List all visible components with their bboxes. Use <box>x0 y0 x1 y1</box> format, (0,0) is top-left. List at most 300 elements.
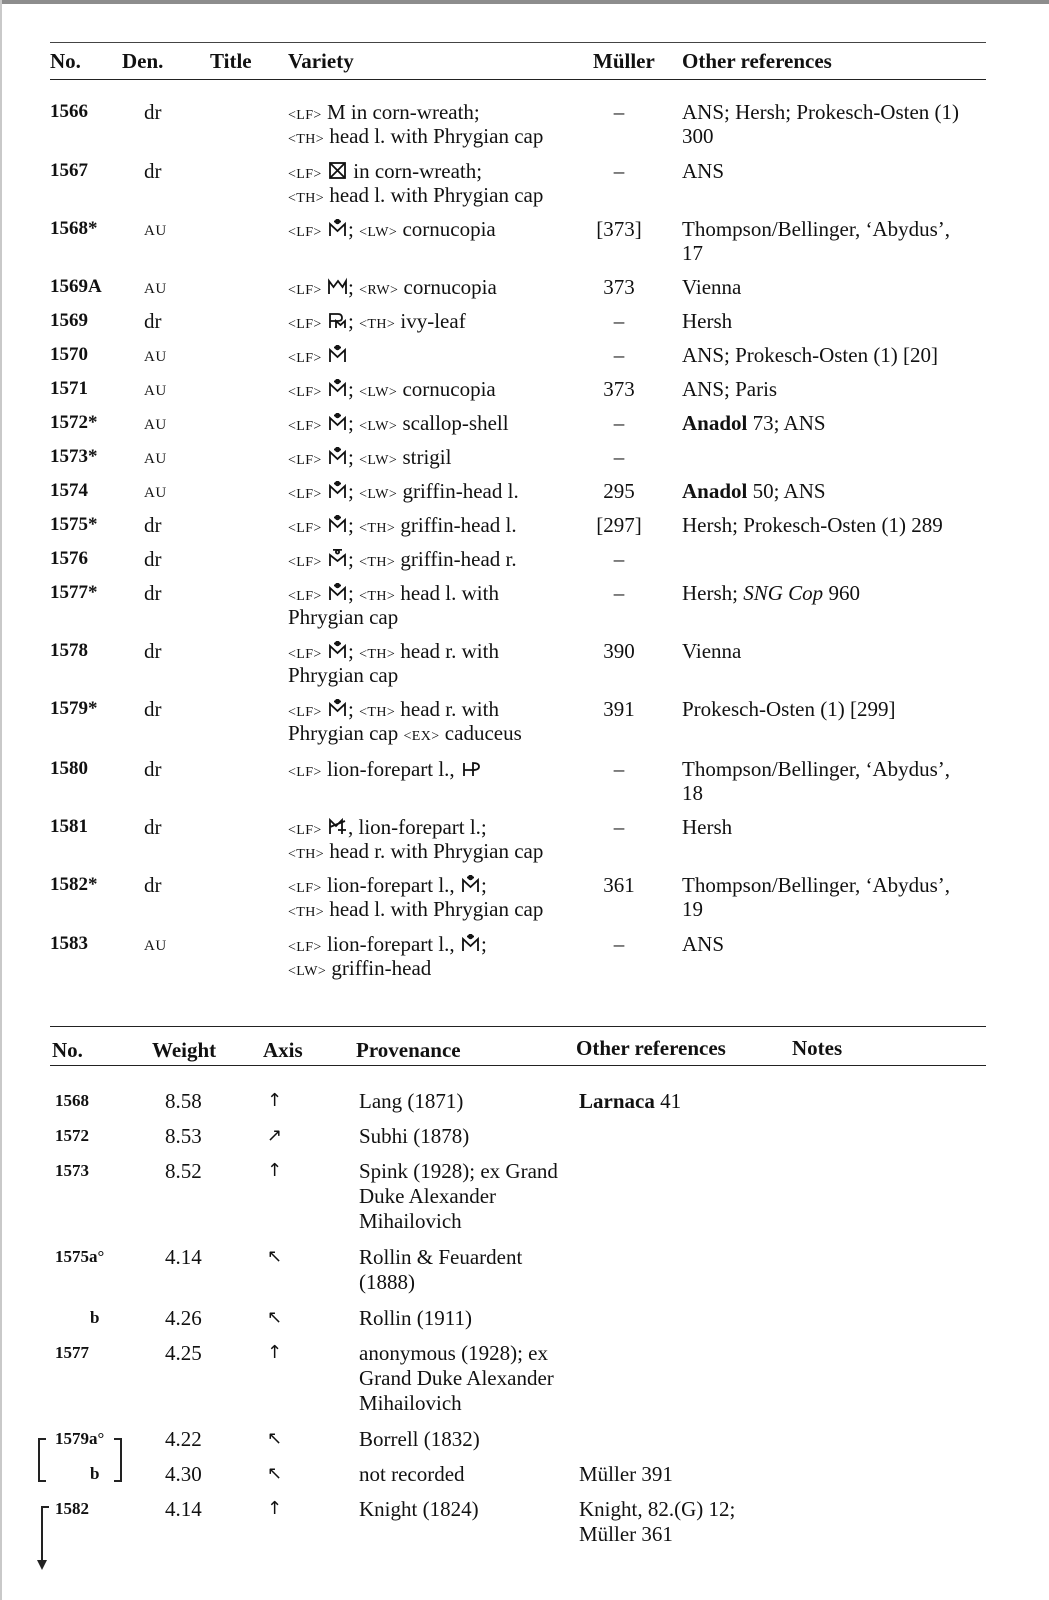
position-code: <LF> <box>288 647 322 662</box>
text-segment: ; <box>347 639 360 663</box>
group-bracket-left <box>38 1438 46 1482</box>
text-segment: lion-forepart l., <box>321 932 460 956</box>
text-segment: , lion-forepart l.; <box>347 815 487 839</box>
t1-row-variety <box>288 546 517 576</box>
text-segment: head l. with Phrygian cap <box>324 124 544 148</box>
text-segment: Thompson/Bellinger, ‘Abydus’, <box>682 757 951 781</box>
t1-row-variety-cont <box>288 662 398 688</box>
text-segment: ANS; Prokesch-Osten (1) [20] <box>682 343 939 367</box>
t2-row-axis: ↖ <box>267 1428 283 1449</box>
t2-row-weight: 4.14 <box>165 1497 202 1521</box>
text-segment: 50; ANS <box>747 479 826 503</box>
scan-left-edge <box>0 0 2 1600</box>
t1-header-title: Title <box>210 49 252 73</box>
t1-row-no: 1569 <box>50 310 88 331</box>
t1-row-muller: – <box>613 159 625 183</box>
t1-row-variety <box>288 410 509 440</box>
t1-row-den: dr <box>144 873 162 897</box>
t1-row-muller: 361 <box>603 873 635 897</box>
t1-top-rule <box>50 42 986 43</box>
t1-row-den: dr <box>144 100 162 124</box>
text-segment: Hersh; Prokesch-Osten (1) 289 <box>682 513 943 537</box>
t1-row-no: 1582* <box>50 874 98 895</box>
position-code: <LF> <box>288 351 322 366</box>
t1-row-den: dr <box>144 309 162 333</box>
m-monogram-icon <box>461 875 480 894</box>
t1-header-variety: Variety <box>288 49 354 73</box>
text-segment <box>322 513 327 537</box>
t2-row-axis: ↑ <box>267 1342 283 1363</box>
t2-row-provenance: Spink (1928); ex Grand <box>359 1159 558 1183</box>
t1-row-no: 1583 <box>50 933 88 954</box>
text-segment: Larnaca <box>579 1089 655 1113</box>
t1-row-other <box>682 638 741 664</box>
t1-row-den: dr <box>144 547 162 571</box>
text-segment <box>322 815 327 839</box>
text-segment: ; <box>347 513 360 537</box>
t1-row-den: dr <box>144 159 162 183</box>
text-segment: lion-forepart l., <box>321 757 460 781</box>
text-segment <box>322 639 327 663</box>
t2-row-weight: 8.58 <box>165 1089 202 1113</box>
t1-row-muller: – <box>613 411 625 435</box>
t1-row-other <box>682 696 895 722</box>
hp-monogram-icon <box>461 759 480 778</box>
t2-row-provenance: Rollin & Feuardent <box>359 1245 523 1269</box>
t1-row-other <box>682 158 724 184</box>
position-code: <LF> <box>288 283 322 298</box>
text-segment: Vienna <box>682 275 742 299</box>
t1-row-other <box>682 216 950 242</box>
text-segment: Phrygian cap <box>288 721 404 745</box>
t1-row-other <box>682 99 959 125</box>
t2-row-no: 1575a° <box>55 1247 105 1266</box>
t1-row-other <box>682 931 724 957</box>
text-segment: Müller 391 <box>579 1462 673 1486</box>
position-code: <TH> <box>288 132 325 147</box>
position-code: <LF> <box>288 589 322 604</box>
position-code: <LW> <box>359 385 398 400</box>
text-segment: ivy-leaf <box>395 309 466 333</box>
t1-row-variety <box>288 444 451 474</box>
position-code: <TH> <box>359 705 396 720</box>
m-monogram-icon <box>328 481 347 500</box>
position-code: <LF> <box>288 881 322 896</box>
t1-row-other <box>682 512 943 538</box>
text-segment <box>322 445 327 469</box>
text-segment: ; <box>347 309 360 333</box>
t1-row-muller: 391 <box>603 697 635 721</box>
m-monogram-icon <box>461 934 480 953</box>
t2-row-provenance-cont: Mihailovich <box>359 1209 462 1233</box>
text-segment <box>322 159 327 183</box>
m-monogram-icon <box>328 515 347 534</box>
m-monogram-icon <box>328 447 347 466</box>
text-segment: ; <box>480 932 487 956</box>
t1-row-other <box>682 872 950 898</box>
t2-row-axis: ↑ <box>267 1160 283 1181</box>
text-segment: ; <box>347 275 360 299</box>
t2-row-provenance: anonymous (1928); ex <box>359 1341 548 1365</box>
text-segment: strigil <box>397 445 452 469</box>
position-code: <LF> <box>288 419 322 434</box>
position-code: <TH> <box>359 555 396 570</box>
t1-row-other <box>682 376 777 402</box>
t2-header-no: No. <box>52 1038 83 1062</box>
text-segment: Phrygian cap <box>288 605 399 629</box>
t2-header-other: Other references <box>576 1036 726 1060</box>
text-segment: head r. with <box>395 639 499 663</box>
t2-row-weight: 4.25 <box>165 1341 202 1365</box>
t1-row-no: 1575* <box>50 514 98 535</box>
scan-top-edge <box>0 0 1049 4</box>
t1-row-other <box>682 274 741 300</box>
text-segment: Phrygian cap <box>288 663 399 687</box>
t1-row-variety-cont <box>288 838 543 868</box>
t2-row-no: 1579a° <box>55 1429 105 1448</box>
t2-row-provenance: Lang (1871) <box>359 1089 464 1113</box>
t1-row-other-cont <box>682 240 703 266</box>
t2-row-no: 1572 <box>55 1126 89 1145</box>
text-segment: Müller 361 <box>579 1522 673 1546</box>
t2-row-provenance: Rollin (1911) <box>359 1306 472 1330</box>
t2-row-axis: ↑ <box>267 1090 283 1111</box>
text-segment: cornucopia <box>397 217 496 241</box>
position-code: <LF> <box>288 317 322 332</box>
t2-top-rule <box>50 1026 986 1027</box>
text-segment: ; <box>347 445 360 469</box>
t1-row-variety-cont <box>288 720 522 750</box>
text-segment <box>322 217 327 241</box>
text-segment: ; <box>347 377 360 401</box>
text-segment: head r. with Phrygian cap <box>324 839 544 863</box>
t1-row-den: AU <box>144 223 167 239</box>
t2-row-provenance-cont: (1888) <box>359 1270 415 1294</box>
t2-header-provenance: Provenance <box>356 1038 461 1062</box>
m-monogram-icon <box>328 583 347 602</box>
t2-row-weight: 8.52 <box>165 1159 202 1183</box>
position-code: <LF> <box>288 823 322 838</box>
position-code: <LF> <box>288 167 322 182</box>
t1-row-other-cont <box>682 896 703 922</box>
position-code: <EX> <box>403 729 440 744</box>
text-segment <box>322 309 327 333</box>
text-segment: 17 <box>682 241 703 265</box>
text-segment <box>322 377 327 401</box>
t2-row-axis: ↖ <box>267 1246 283 1267</box>
t1-row-other <box>682 580 860 606</box>
t2-row-provenance: not recorded <box>359 1462 465 1486</box>
t1-row-muller: [373] <box>596 217 642 241</box>
text-segment: ; <box>347 547 360 571</box>
text-segment: head l. with <box>395 581 499 605</box>
t2-row-axis: ↑ <box>267 1498 283 1519</box>
t2-row-no: b <box>90 1464 100 1483</box>
t1-row-variety <box>288 308 466 338</box>
text-segment: head l. with Phrygian cap <box>324 897 544 921</box>
position-code: <LF> <box>288 108 322 123</box>
t1-row-muller: – <box>613 815 625 839</box>
t1-row-variety <box>288 216 496 246</box>
t1-row-no: 1567 <box>50 160 88 181</box>
t2-row-no: b <box>90 1308 100 1327</box>
t2-row-weight: 8.53 <box>165 1124 202 1148</box>
t1-row-other <box>682 342 938 368</box>
t1-row-den: AU <box>144 485 167 501</box>
text-segment: Thompson/Bellinger, ‘Abydus’, <box>682 873 951 897</box>
position-code: <TH> <box>288 191 325 206</box>
t1-row-den: AU <box>144 451 167 467</box>
t2-row-other <box>579 1088 681 1114</box>
text-segment: ANS <box>682 159 725 183</box>
position-code: <LW> <box>359 419 398 434</box>
position-code: <LF> <box>288 453 322 468</box>
t1-row-den: dr <box>144 815 162 839</box>
t2-row-provenance: Borrell (1832) <box>359 1427 480 1451</box>
t1-row-den: dr <box>144 639 162 663</box>
t1-row-muller: – <box>613 932 625 956</box>
t2-header-axis: Axis <box>263 1038 303 1062</box>
t1-row-variety-cont <box>288 182 543 212</box>
t1-row-muller: – <box>613 309 625 333</box>
position-code: <LF> <box>288 521 322 536</box>
text-segment: ; <box>347 479 360 503</box>
t2-row-provenance-cont: Mihailovich <box>359 1391 462 1415</box>
text-segment <box>322 343 327 367</box>
text-segment: Prokesch-Osten (1) [299] <box>682 697 896 721</box>
m-monogram-icon <box>328 699 347 718</box>
text-segment <box>322 581 327 605</box>
t1-row-muller: 390 <box>603 639 635 663</box>
t1-row-no: 1577* <box>50 582 98 603</box>
t2-row-no: 1573 <box>55 1161 89 1180</box>
group-bracket-right <box>114 1438 122 1482</box>
t1-row-muller: – <box>613 445 625 469</box>
t1-row-den: AU <box>144 417 167 433</box>
t2-row-axis: ↖ <box>267 1463 283 1484</box>
t2-row-weight: 4.22 <box>165 1427 202 1451</box>
t1-row-den: AU <box>144 383 167 399</box>
t1-row-no: 1576 <box>50 548 88 569</box>
t1-row-muller: 373 <box>603 275 635 299</box>
t1-row-other-cont <box>682 780 703 806</box>
position-code: <LF> <box>288 487 322 502</box>
m-monogram-icon <box>328 219 347 238</box>
text-segment: Hersh <box>682 815 733 839</box>
text-segment: Hersh; <box>682 581 744 605</box>
m-monogram-icon <box>328 379 347 398</box>
t1-row-muller: – <box>613 100 625 124</box>
t2-header-notes: Notes <box>792 1036 843 1060</box>
t1-header-den: Den. <box>122 49 164 73</box>
t1-row-other <box>682 410 826 436</box>
t1-row-other <box>682 478 826 504</box>
t1-row-variety <box>288 342 348 372</box>
t2-row-other <box>579 1461 673 1487</box>
text-segment: scallop-shell <box>397 411 509 435</box>
t2-row-other <box>579 1521 673 1547</box>
t2-row-no: 1582 <box>55 1499 89 1518</box>
text-segment <box>322 547 327 571</box>
t1-row-other <box>682 756 950 782</box>
text-segment: Anadol <box>682 411 748 435</box>
t2-row-other <box>579 1496 735 1522</box>
text-segment: 73; ANS <box>747 411 826 435</box>
text-segment: griffin-head l. <box>397 479 519 503</box>
t1-header-muller: Müller <box>593 49 655 73</box>
text-segment: head l. with Phrygian cap <box>324 183 544 207</box>
position-code: <LF> <box>288 705 322 720</box>
m-monogram-bar-icon <box>328 549 347 568</box>
text-segment: 19 <box>682 897 703 921</box>
t1-row-den: dr <box>144 581 162 605</box>
text-segment: cornucopia <box>397 377 496 401</box>
t1-row-den: dr <box>144 757 162 781</box>
ligature-monogram-icon <box>328 817 347 836</box>
position-code: <TH> <box>359 521 396 536</box>
t1-row-no: 1569A <box>50 276 102 297</box>
t2-row-weight: 4.30 <box>165 1462 202 1486</box>
position-code: <TH> <box>288 847 325 862</box>
position-code: <TH> <box>359 647 396 662</box>
text-segment: 960 <box>823 581 860 605</box>
text-segment <box>322 411 327 435</box>
t2-row-weight: 4.14 <box>165 1245 202 1269</box>
text-segment <box>322 479 327 503</box>
position-code: <LF> <box>288 385 322 400</box>
text-segment: 41 <box>654 1089 682 1113</box>
m-monogram-icon <box>328 345 347 364</box>
t1-header-rule <box>50 79 986 80</box>
position-code: <LW> <box>288 964 327 979</box>
t1-row-muller: – <box>613 343 625 367</box>
t1-row-muller: – <box>613 581 625 605</box>
text-segment: 300 <box>682 124 714 148</box>
text-segment: Anadol <box>682 479 748 503</box>
t2-row-axis: ↖ <box>267 1307 283 1328</box>
text-segment: ; <box>347 581 360 605</box>
text-segment: caduceus <box>439 721 522 745</box>
position-code: <TH> <box>288 905 325 920</box>
t1-row-variety <box>288 274 497 304</box>
position-code: <RW> <box>359 283 399 298</box>
t1-row-other <box>682 308 732 334</box>
t1-row-other <box>682 814 732 840</box>
text-segment: Knight, 82.(G) 12; <box>579 1497 736 1521</box>
text-segment: Hersh <box>682 309 733 333</box>
t2-header-weight: Weight <box>152 1038 217 1062</box>
double-m-monogram-icon <box>328 277 347 296</box>
t1-row-variety-cont <box>288 604 398 630</box>
t1-row-no: 1571 <box>50 378 88 399</box>
text-segment: in corn-wreath; <box>347 159 483 183</box>
t1-row-no: 1572* <box>50 412 98 433</box>
position-code: <LF> <box>288 225 322 240</box>
t1-header-no: No. <box>50 49 81 73</box>
t1-row-no: 1574 <box>50 480 88 501</box>
cross-box-monogram-icon <box>328 161 347 180</box>
t1-row-no: 1581 <box>50 816 88 837</box>
t1-row-muller: – <box>613 547 625 571</box>
t1-row-den: AU <box>144 281 167 297</box>
t2-row-no: 1568 <box>55 1091 89 1110</box>
t1-row-no: 1579* <box>50 698 98 719</box>
m-monogram-icon <box>328 413 347 432</box>
t1-row-variety <box>288 376 496 406</box>
t2-row-axis: ↗ <box>267 1125 283 1146</box>
t1-row-muller: 373 <box>603 377 635 401</box>
pm-monogram-icon <box>328 311 347 330</box>
t2-row-provenance: Knight (1824) <box>359 1497 479 1521</box>
continuation-arrow-icon <box>37 1560 47 1570</box>
text-segment: ANS; Hersh; Prokesch-Osten (1) <box>682 100 960 124</box>
text-segment <box>322 275 327 299</box>
text-segment: ; <box>480 873 487 897</box>
t2-row-no: 1577 <box>55 1343 89 1362</box>
t1-row-den: dr <box>144 697 162 721</box>
t1-row-no: 1570 <box>50 344 88 365</box>
continuation-bracket <box>41 1506 49 1566</box>
t1-row-other-cont <box>682 123 714 149</box>
t1-row-no: 1568* <box>50 218 98 239</box>
t1-row-muller: [297] <box>596 513 642 537</box>
t2-row-weight: 4.26 <box>165 1306 202 1330</box>
t1-row-variety-cont <box>288 955 431 985</box>
position-code: <TH> <box>359 317 396 332</box>
t2-row-provenance-cont: Duke Alexander <box>359 1184 497 1208</box>
t1-row-den: AU <box>144 938 167 954</box>
text-segment: ; <box>347 217 360 241</box>
t1-row-variety-cont <box>288 123 543 153</box>
text-segment: ; <box>347 697 360 721</box>
m-monogram-icon <box>328 641 347 660</box>
text-segment: head r. with <box>395 697 499 721</box>
text-segment: lion-forepart l., <box>321 873 460 897</box>
t1-row-variety <box>288 478 519 508</box>
t1-row-no: 1566 <box>50 101 88 122</box>
t1-row-variety <box>288 512 517 542</box>
position-code: <TH> <box>359 589 396 604</box>
text-segment: ANS <box>682 932 725 956</box>
text-segment: cornucopia <box>398 275 497 299</box>
text-segment: ANS; Paris <box>682 377 778 401</box>
t2-row-provenance-cont: Grand Duke Alexander <box>359 1366 554 1390</box>
text-segment: ; <box>347 411 360 435</box>
t1-row-den: dr <box>144 513 162 537</box>
t1-row-no: 1573* <box>50 446 98 467</box>
text-segment: SNG Cop <box>743 581 824 605</box>
t1-row-den: AU <box>144 349 167 365</box>
t1-row-variety-cont <box>288 896 543 926</box>
position-code: <LF> <box>288 940 322 955</box>
text-segment <box>322 697 327 721</box>
position-code: <LW> <box>359 453 398 468</box>
t2-header-rule <box>50 1065 986 1066</box>
t1-row-no: 1580 <box>50 758 88 779</box>
text-segment: Thompson/Bellinger, ‘Abydus’, <box>682 217 951 241</box>
text-segment: M in corn-wreath; <box>321 100 480 124</box>
position-code: <LF> <box>288 765 322 780</box>
position-code: <LW> <box>359 487 398 502</box>
position-code: <LF> <box>288 555 322 570</box>
text-segment: Vienna <box>682 639 742 663</box>
position-code: <LW> <box>359 225 398 240</box>
t1-header-other: Other references <box>682 49 832 73</box>
text-segment: griffin-head l. <box>395 513 517 537</box>
text-segment: 18 <box>682 781 703 805</box>
text-segment: griffin-head <box>326 956 432 980</box>
text-segment: griffin-head r. <box>395 547 517 571</box>
